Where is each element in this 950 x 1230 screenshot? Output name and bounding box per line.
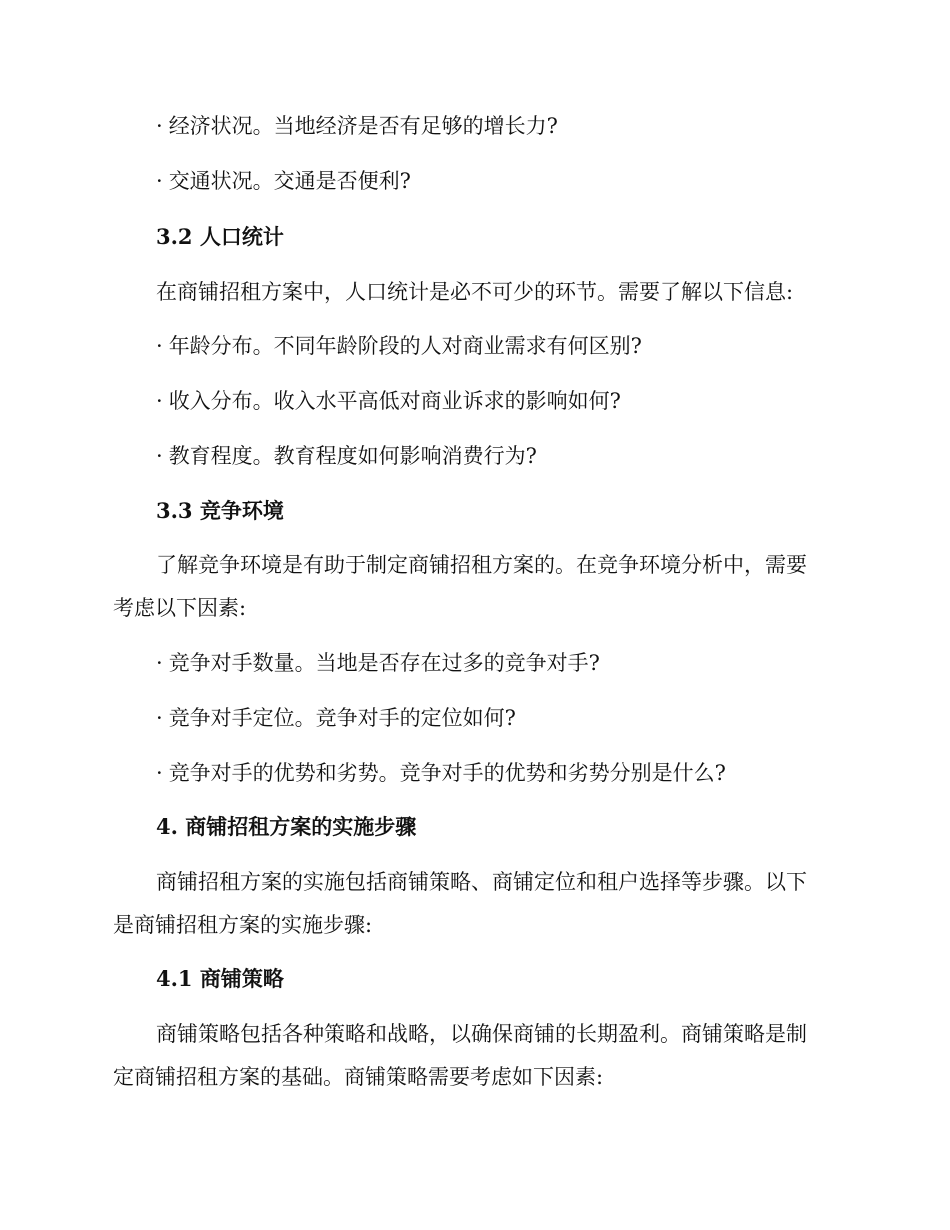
bullet-text: 收入分布。收入水平高低对商业诉求的影响如何? [168,389,621,413]
bullet-marker: · [156,169,163,193]
bullet-marker: · [156,651,163,675]
bullet-item-competitor-position [0,703,950,733]
bullet-item-age [0,331,950,361]
paragraph-competition-line1: 了解竞争环境是有助于制定商铺招租方案的。在竞争环境分析中，需要 [156,553,807,577]
bullet-text: 经济状况。当地经济是否有足够的增长力? [168,114,558,138]
bullet-item-competitor-count [0,648,950,678]
bullet-item-income [0,386,950,416]
section-heading-4: 4. 商铺招租方案的实施步骤 [156,814,417,839]
bullet-item-competitor-swot [0,758,950,788]
paragraph-competition-line2: 考虑以下因素: [113,596,247,620]
paragraph-strategy-line2: 定商铺招租方案的基础。商铺策略需要考虑如下因素: [113,1065,604,1089]
bullet-text: 竞争对手的优势和劣势。竞争对手的优势和劣势分别是什么? [168,761,726,785]
section-heading-4-1: 4.1 商铺策略 [156,966,284,991]
bullet-text: 交通状况。交通是否便利? [168,169,411,193]
section-heading-3-2: 3.2 人口统计 [156,224,284,249]
bullet-marker: · [156,114,163,138]
bullet-marker: · [156,761,163,785]
bullet-marker: · [156,706,163,730]
section-heading-3-3: 3.3 竞争环境 [156,498,284,523]
paragraph-implementation-line1: 商铺招租方案的实施包括商铺策略、商铺定位和租户选择等步骤。以下 [156,870,807,894]
bullet-item-economy [0,111,950,141]
bullet-item-education [0,441,950,471]
bullet-item-traffic [0,166,950,196]
bullet-marker: · [156,389,163,413]
paragraph-strategy-line1: 商铺策略包括各种策略和战略，以确保商铺的长期盈利。商铺策略是制 [156,1022,807,1046]
bullet-marker: · [156,444,163,468]
bullet-marker: · [156,334,163,358]
bullet-text: 年龄分布。不同年龄阶段的人对商业需求有何区别? [168,334,642,358]
paragraph-population: 在商铺招租方案中，人口统计是必不可少的环节。需要了解以下信息: [156,280,794,304]
paragraph-implementation-line2: 是商铺招租方案的实施步骤: [113,913,373,937]
bullet-text: 竞争对手定位。竞争对手的定位如何? [168,706,516,730]
bullet-text: 竞争对手数量。当地是否存在过多的竞争对手? [168,651,600,675]
bullet-text: 教育程度。教育程度如何影响消费行为? [168,444,537,468]
